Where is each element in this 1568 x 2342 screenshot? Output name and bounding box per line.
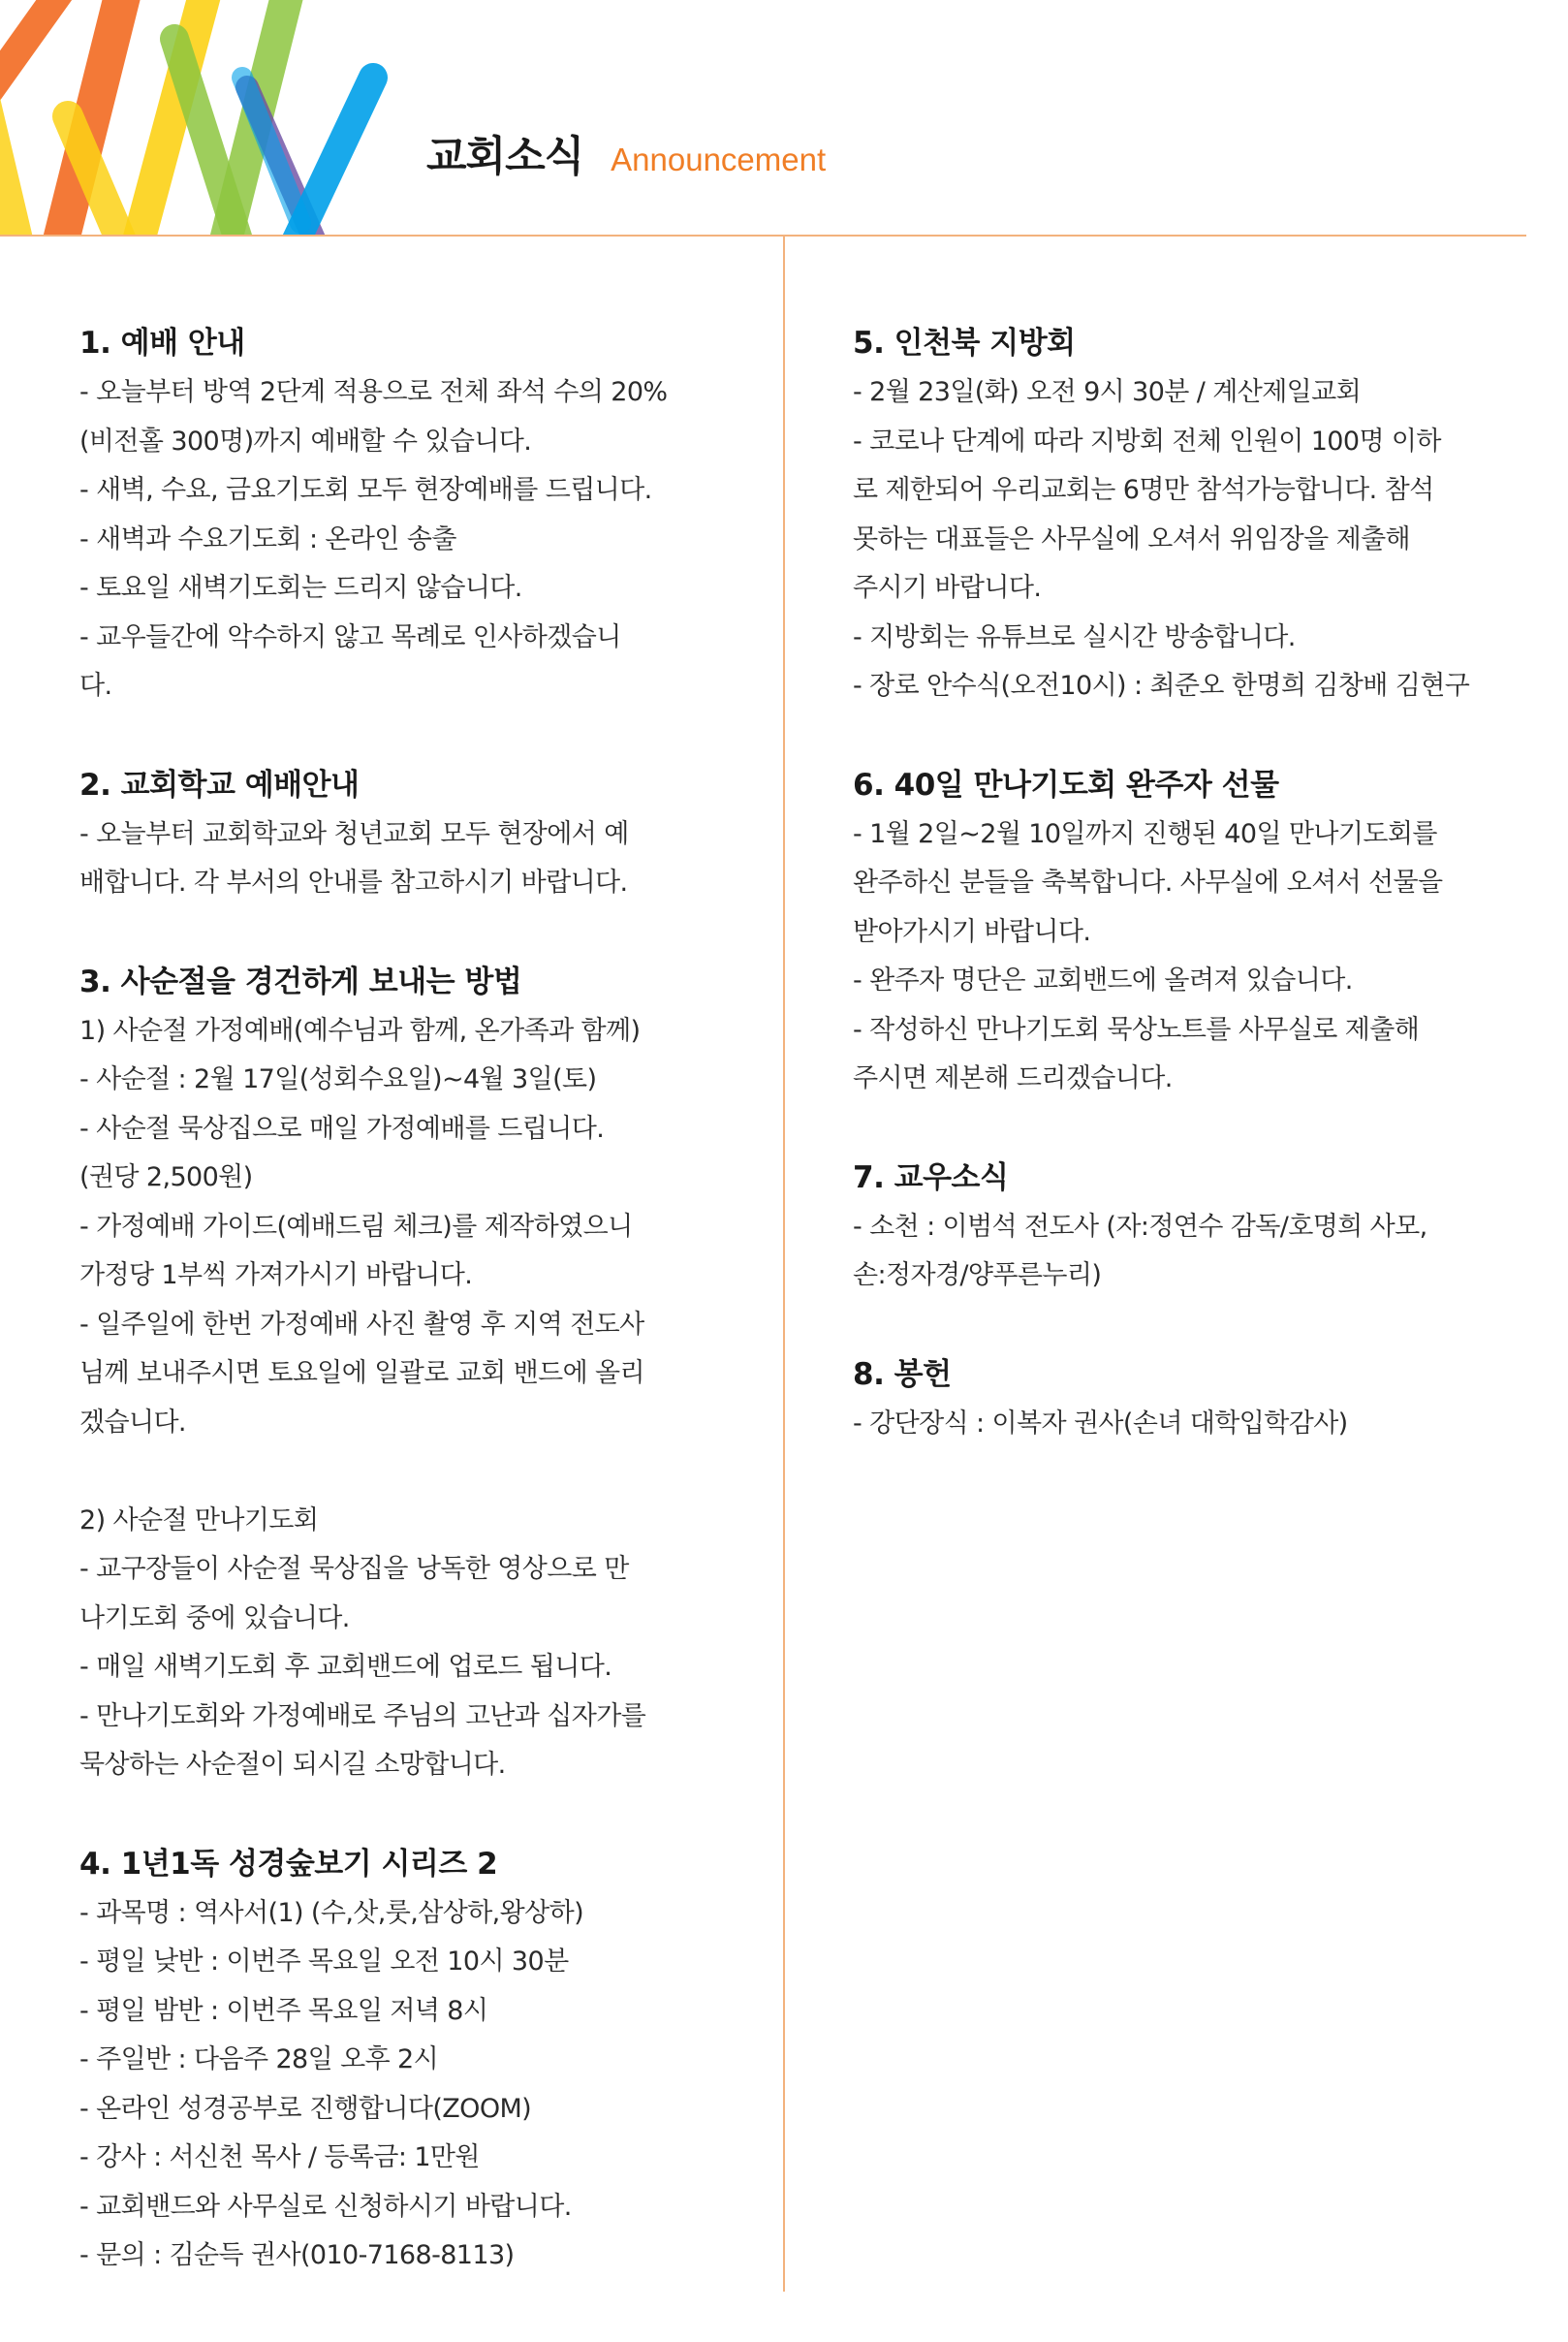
section-heading: 4. 1년1독 성경숲보기 시리즈 2 (79, 1846, 498, 1882)
body-line: (비전홀 300명)까지 예배할 수 있습니다. (79, 426, 532, 457)
body-line: - 강사 : 서신천 목사 / 등록금: 1만원 (79, 2142, 480, 2172)
column-divider (783, 237, 785, 2292)
body-line: - 2월 23일(화) 오전 9시 30분 / 계산제일교회 (853, 377, 1362, 407)
body-line: 못하는 대표들은 사무실에 오셔서 위임장을 제출해 (853, 523, 1411, 554)
body-line: (권당 2,500원) (79, 1162, 253, 1192)
section-heading: 8. 봉헌 (853, 1356, 952, 1392)
page-title: 교회소식 (426, 133, 584, 181)
body-line: - 교우들간에 악수하지 않고 목례로 인사하겠습니 (79, 621, 621, 652)
left-column (79, 318, 719, 2329)
blank-line (79, 1447, 719, 1497)
body-line: 2) 사순절 만나기도회 (79, 1504, 319, 1535)
section-body (79, 1889, 719, 2281)
body-line: - 매일 새벽기도회 후 교회밴드에 업로드 됩니다. (79, 1652, 612, 1682)
body-line: - 가정예배 가이드(예배드림 체크)를 제작하였으니 (79, 1211, 633, 1242)
body-line: - 장로 안수식(오전10시) : 최준오 한명희 김창배 김현구 (853, 671, 1470, 701)
announcement-section (853, 1153, 1492, 1301)
page-subtitle: Announcement (611, 142, 827, 177)
section-body (853, 368, 1492, 712)
section-heading: 7. 교우소식 (853, 1159, 1009, 1195)
header-divider (0, 235, 1526, 237)
body-line: - 일주일에 한번 가정예배 사진 촬영 후 지역 전도사 (79, 1309, 644, 1340)
section-heading: 3. 사순절을 경건하게 보내는 방법 (79, 964, 522, 999)
body-line: - 온라인 성경공부로 진행합니다(ZOOM) (79, 2093, 532, 2124)
body-line: - 오늘부터 방역 2단계 적용으로 전체 좌석 수의 20% (79, 377, 668, 407)
body-line: - 새벽, 수요, 금요기도회 모두 현장예배를 드립니다. (79, 475, 652, 505)
body-line: - 교구장들이 사순절 묵상집을 낭독한 영상으로 만 (79, 1554, 629, 1584)
section-heading: 6. 40일 만나기도회 완주자 선물 (853, 767, 1279, 803)
announcement-section (79, 1839, 719, 2281)
body-line: 가정당 1부씩 가져가시기 바랍니다. (79, 1260, 473, 1290)
section-body (853, 1203, 1492, 1301)
body-line: 님께 보내주시면 토요일에 일괄로 교회 밴드에 올리 (79, 1358, 645, 1388)
body-line: 손:정자경/양푸른누리) (853, 1260, 1102, 1290)
body-line: - 교회밴드와 사무실로 신청하시기 바랍니다. (79, 2191, 572, 2222)
section-heading: 5. 인천북 지방회 (853, 326, 1076, 361)
body-line: 겠습니다. (79, 1407, 186, 1438)
body-line: - 사순절 묵상집으로 매일 가정예배를 드립니다. (79, 1113, 605, 1144)
announcement-section (853, 760, 1492, 1104)
announcement-section (79, 957, 719, 1790)
body-line: - 작성하신 만나기도회 묵상노트를 사무실로 제출해 (853, 1014, 1420, 1045)
section-body (853, 810, 1492, 1104)
body-line: - 만나기도회와 가정예배로 주님의 고난과 십자가를 (79, 1700, 646, 1731)
page-header (426, 124, 826, 183)
body-line: - 1월 2일~2월 10일까지 진행된 40일 만나기도회를 (853, 818, 1437, 849)
announcement-section (79, 760, 719, 908)
body-line: - 오늘부터 교회학교와 청년교회 모두 현장에서 예 (79, 818, 629, 849)
section-body (853, 1400, 1492, 1449)
body-line: 주시기 바랍니다. (853, 573, 1042, 603)
church-logo-graphic (0, 0, 388, 237)
section-heading: 1. 예배 안내 (79, 326, 245, 361)
section-body (79, 810, 719, 908)
body-line: 로 제한되어 우리교회는 6명만 참석가능합니다. 참석 (853, 475, 1434, 505)
body-line: - 강단장식 : 이복자 권사(손녀 대학입학감사) (853, 1408, 1348, 1439)
body-line: - 지방회는 유튜브로 실시간 방송합니다. (853, 621, 1296, 652)
body-line: - 소천 : 이범석 전도사 (자:정연수 감독/호명희 사모, (853, 1211, 1427, 1242)
body-line: - 평일 밤반 : 이번주 목요일 저녁 8시 (79, 1995, 488, 2026)
body-line: - 코로나 단계에 따라 지방회 전체 인원이 100명 이하 (853, 426, 1441, 457)
section-heading: 2. 교회학교 예배안내 (79, 767, 360, 803)
body-line: - 문의 : 김순득 권사(010-7168-8113) (79, 2240, 515, 2270)
body-line: - 사순절 : 2월 17일(성회수요일)~4월 3일(토) (79, 1064, 597, 1094)
section-body (79, 1007, 719, 1790)
body-line: 묵상하는 사순절이 되시길 소망합니다. (79, 1750, 506, 1780)
body-line: - 평일 낮반 : 이번주 목요일 오전 10시 30분 (79, 1946, 569, 1977)
body-line: 완주하신 분들을 축복합니다. 사무실에 오셔서 선물을 (853, 868, 1443, 898)
right-column (853, 318, 1492, 1497)
body-line: 1) 사순절 가정예배(예수님과 함께, 온가족과 함께) (79, 1015, 641, 1046)
body-line: - 새벽과 수요기도회 : 온라인 송출 (79, 523, 456, 554)
body-line: - 과목명 : 역사서(1) (수,삿,룻,삼상하,왕상하) (79, 1897, 584, 1928)
body-line: 주시면 제본해 드리겠습니다. (853, 1063, 1173, 1093)
body-line: 나기도회 중에 있습니다. (79, 1602, 350, 1633)
announcement-section (853, 318, 1492, 712)
body-line: - 토요일 새벽기도회는 드리지 않습니다. (79, 573, 522, 603)
announcement-section (79, 318, 719, 712)
body-line: 배합니다. 각 부서의 안내를 참고하시기 바랍니다. (79, 868, 628, 898)
body-line: - 완주자 명단은 교회밴드에 올려져 있습니다. (853, 965, 1353, 996)
body-line: 다. (79, 671, 112, 701)
announcement-section (853, 1349, 1492, 1449)
body-line: - 주일반 : 다음주 28일 오후 2시 (79, 2044, 439, 2074)
body-line: 받아가시기 바랍니다. (853, 916, 1091, 947)
section-body (79, 368, 719, 712)
